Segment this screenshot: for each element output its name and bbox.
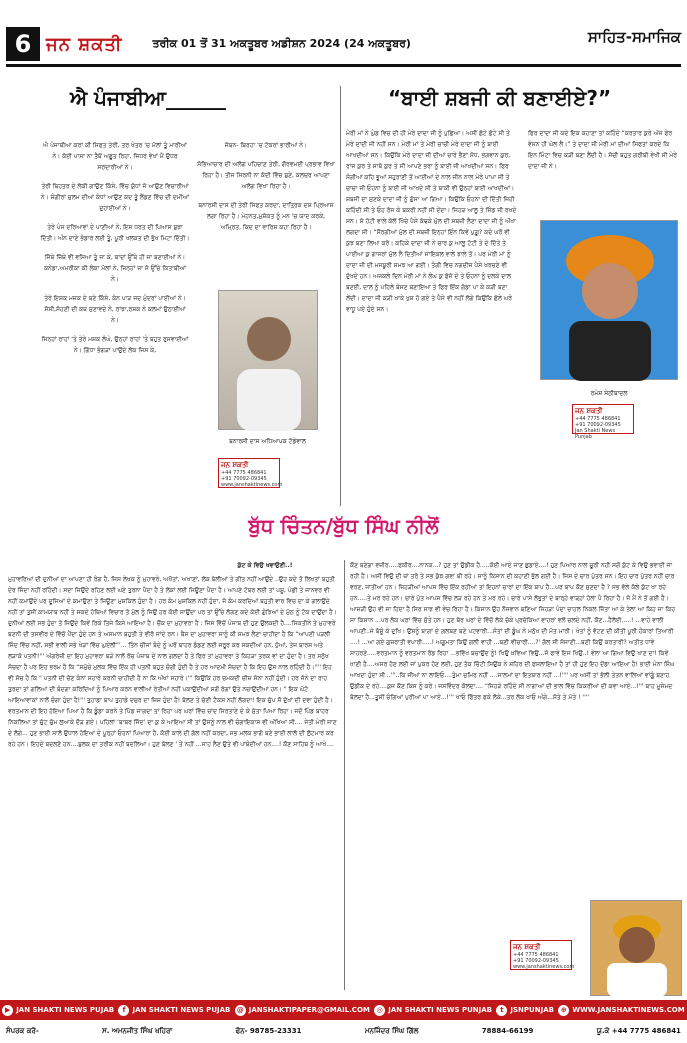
poem-title: ਐ ਪੰਜਾਬੀਆ______ <box>70 86 227 110</box>
poem-column-1 <box>40 140 190 364</box>
footer-link[interactable]: @ JANSHAKTIPAPER@GMAIL.COM <box>236 1006 370 1014</box>
poem-stanza: ਐ ਪੰਜਾਬੀਆ ਕਰਾਂ ਕੀ ਸਿਫਤ ਤੇਰੀ, ਤਰ ਖੇਤਰ 'ਚ ਮੱਲਾਂ ਤੂੰ ਮਾਰੀਆਂ ਨੇ। ਕੋਈ ਪਾਸਾ ਨਾ ਤੈਥੋਂ ਅਛੂਤ ਰਿਹਾ, ਜਿਧਰ ਵੇਖਾਂ ਮੈਂ ਉਧਰ ਸਰਦਾਰੀਆਂ ਨੇ। <box>43 142 187 171</box>
ad-logo: ਜਨ ਸ਼ਕਤੀ <box>513 943 541 951</box>
author-caption: ਬਨਾਰਸੀ ਦਾਸ ਅਧਿਆਪਕ ਟੱਡੇਵਾਲ <box>229 438 306 445</box>
article-column-2 <box>528 128 678 180</box>
twitter-icon: t <box>496 1005 507 1016</box>
person-portrait-icon <box>591 901 683 997</box>
footer-link[interactable]: ⊕ WWW.JANSHAKTINEWS.COM <box>558 1005 684 1016</box>
poem-stanza: ਜੋਬਨ- ਬਿਰਹਾ 'ਚ ਟੱਕਰਾਂ ਭਾਰੀਆਂ ਨੇ। <box>224 142 308 149</box>
footer-social-bar <box>0 1000 687 1020</box>
article-subtitle: ਕੁੱਟ ਕੇ ਵਿਉ ਖਵਾਉਣੀ..! <box>237 562 293 569</box>
ad-logo: ਜਨ ਸ਼ਕਤੀ <box>575 407 603 415</box>
ad-phone: +91 70092-09345 <box>221 476 267 482</box>
globe-icon: ⊕ <box>558 1005 569 1016</box>
masthead <box>6 26 681 62</box>
author-caption: ਰਮੇਸ਼ ਸੇਠੀਬਾਦਲ <box>590 390 628 397</box>
person-portrait-icon <box>541 221 679 381</box>
article-body: ਫਿਰ ਦਾਦਾ ਜੀ ਕਦੇ ਇਕ ਕਹਾਣਾ ਤਾਂ ਕਹਿੰਦੇ “ਕਰਤਾਰ ਕੁਰੇ ਅੱਜ ਫੇਰ ਵੇਸਨ ਹੀ ਘੋਲ ਲੈ।” ਤੇ ਦਾਦਾ ਜੀ ਮੇਰੀ ਮਾਂ ਦੀਆਂ ਸਿਫਤਾਂ ਕਰਦੇ ਕਿ ਇਨ ਮਿੰਟਾ ਵਿਚ ਕੜੀ ਬਣਾ ਲੈਂਦੀ ਹੈ। ਸੱਚੀ ਬਹੁਤ ਗਰੀਬੀ ਵੇਖੀ ਸੀ ਮੇਰੇ ਦਾਦਾ ਜੀ ਨੇ। <box>528 130 677 170</box>
page-number: 6 <box>6 27 40 61</box>
article-title: ਬੁੱਧ ਚਿੰਤਨ/ਬੁੱਧ ਸਿੰਘ ਨੀਲੋਂ <box>248 514 439 538</box>
ad-label: Jan Shakti News Punjab <box>575 428 616 440</box>
ad-phone: +91 70092-09345 <box>575 422 621 428</box>
ad-phone: +44 7775 486841 <box>575 416 621 422</box>
poem-stanza: ਸੱਭਿਆਚਾਰ ਦੀ ਅਲੱਗ ਪਹਿਚਾਣ ਤੇਰੀ, ਗੌਰਵਮਈ ਪ੍ਰਭਾਵ ਵਿਖਾ ਰਿਹਾ ਹੈ। ਤੀਜ ਸਿਰਨੀ ਨਾ ਕੱਦੀ ਵਿੱਚ ਬੁਣੇ, ਕਲਚਰ ਆਪਣਾ ਅਲੱਗ ਵਿਖਾ ਰਿਹਾ ਹੈ। <box>197 161 335 190</box>
ad-site: www.janshaktinews.com <box>221 482 283 488</box>
ad-box-2 <box>572 404 634 440</box>
ad-phone: +44 7775 486841 <box>513 952 559 958</box>
column-divider <box>340 86 341 506</box>
email-icon: @ <box>236 1006 244 1014</box>
poem-stanza: ਤੇਰੇ ਪੰਜ ਦਰਿਆਵਾਂ ਦੇ ਪਾਣੀਆਂ ਨੇ, ਇਸ ਧਰਤ ਦੀ ਪਿਆਸ ਬੁਝਾ ਦਿੱਤੀ। ਅੰਨ ਦਾਣੇ ਭੰਡਾਰ ਲਈ ਤੂੰ, ਪੂਰੀ ਖਲਕਤ ਦੀ ਭੁੱਖ ਮਿਟਾ ਦਿੱਤੀ। <box>40 224 190 242</box>
instagram-icon: ◎ <box>374 1005 385 1016</box>
article-column-1 <box>346 128 518 323</box>
contact-name: ਮਨਜਿੰਦਰ ਸਿੰਘ ਗਿੱਲ <box>364 1026 419 1035</box>
article-column-2 <box>350 560 680 711</box>
ad-logo: ਜਨ ਸ਼ਕਤੀ <box>221 461 249 469</box>
column-divider <box>344 560 345 990</box>
footer-link[interactable]: f JAN SHAKTI NEWS PUJAB <box>118 1005 230 1016</box>
footer-link[interactable]: ▶ JAN SHAKTI NEWS PUJAB <box>2 1005 114 1016</box>
ad-site: www.janshaktinews.com <box>513 964 575 970</box>
article-body: ਮੁਹਾਵਰਿਆਂ ਦੀ ਦੁਨੀਆਂ ਦਾ ਆਪਣਾ ਹੀ ਰੰਗ ਹੈ, ਜਿਸ ਲੇਖਕ ਨੂੰ ਮੁਹਾਵਰੇ, ਅਖੌਤਾਂ, ਅਖਾਣਾਂ, ਲੋਕ ਬੋਲੀਆਂ ਤੇ ਗੀਤ ਨਹੀਂ ਆਉਂਦੇ ..ਉਹ ਕਦੇ ਤੋ ਲਿਖਤਾਂ ਬਹੁਤੀ ਦੇਰ ਜਿੰਦਾ ਨਹੀਂ ਰਹਿੰਦੀ। ਸਦਾ ਜਿਉਂਦੇ ਰਹਿਣ ਲਈ ਘਣੇ ਤੁਰਨਾ ਪੈਂਦਾ ਹੈ ਤੇ ਲੋਕਾਂ ਲਈ ਜਿਊਣਾ ਪੈਂਦਾ ਹੈ। ਆਪਣੇ ਟੱਬਰ ਲਈ ਤਾਂ ਪਸ਼ੂ, ਪੰਛੀ ਤੇ ਜਾਨਵਰ ਵੀ ਨਹੀਂ ਕਮਾਉਂਦੇ ਪਰ ਦੂਜਿਆਂ ਦੇ ਕਮਾਉਣਾ ਤੇ ਜਿਊਣਾ ਮੁਸ਼ਕਿਲ ਹੁੰਦਾ ਹੈ। ਹਰ ਕੰਮ ਮੁਸ਼ਕਿਲ ਨਹੀਂ ਹੁੰਦਾ, ਜੋ ਕੰਮ ਕਰਦਿਆਂ ਬਹੁਤੀ ਵਾਰ ਵਿਚ ਦਾ ਕੇ ਗਲਾਉਂਦੇ ਨਹੀਂ ਤਾਂ ਤੁਸੀਂ ਕਾਮਯਾਬ ਨਹੀਂ ਤੇ ਸਕਦੇ ਹੱਥਿਆਂ ਵਿਚਾਰ ਤੋ ਮੁੱਲ ਨੂੰ ਜਿਉਂ ਹਰ ਕੋਈ ਸਾਉਂਦਾ ਪਰ ਤਾਂ ਉੱਚੇ ਲੱਗਣ ਕਦੇ ਕੋਈ ਗੁੰਝਿਆਂ ਦੇ ਮੁੱਠ ਨੂੰ ਟੱਕ ਦਾਉਂਦਾ ਹੈ। ਦੁਨੀਆਂ ਲਈ ਸਭ ਹੁੰਦਾ ਤੋ ਜਿਉਂਦੇ ਕਿਵੇਂ ਰਿਕੇ ਤਿਜੇ ਕਿਸੇ ਆਇਆ ਹੈ। ਚੌਂਕ ਦਾ ਮੁਹਾਵਰਾ ਹੈ : ਜਿਸ ਵਿੱਚੋਂ ਪੰਜਾਬ ਦੀ ਹੁਣ ਉਲਕਦੀ ਹੈ....ਸਿਕਤੀਨੇ ਤੇ ਮੁਹਾਵਰੇ ਬਣਨੀ ਦੀ ਤਸਵੀਰ ਦੇ ਵਿੱਚੋਂ ਪੈਂਦਾ ਹੁੰਦੇ ਹਨ ਤੇ ਅਸਮਾਨ ਬਹੁਤੀ ਤੇ ਵੀਰੋ ਜਾਂਦੇ ਰਨ। ਬੈਸ ਦਾ ਮੁਹਾਵਰਾ ਸਾਨੂੰ ਕੀ ਸਮਝ ਲੈਣਾ ਚਾਹੀਦਾ ਹੈ ਕਿ “ਆਪਣੀ ਪੜਲੀ ਜਿੰਦ ਵਿੱਚ ਨਹੀਂ, ਸਭੀ ਵਾਲੀ ਸਭੇ ਖੇੜਾਂ ਵਿੱਚ ਘੁਏਲੀ”'... ਤਿੰਨ ਚੀਜਾਂ ਬੰਦੇ ਨੂੰ ਘਰੋਂ ਬਾਹਰ ਡੰਡਣ ਲਈ ਜਰੂਰ ਕਰ ਸਕਦੀਆਂ ਹਨ, ਧੁੱਆਂ, ਤੇਜ ਬਾਰਸ਼ ਅਤੇ ਲੜਾਕੋ ਪਤਨੀ!''' ਅੱਗਰੇਜ਼ੀ ਦਾ ਇਹ ਮੁਹਾਵਰਾ ਬੜੇ ਨਾਲੋਂ ਰੋਂਚ ਪੰਜਾਬ ਦੇ ਨਾਲ ਗਲਦਾ ਹੈ ਤੇ ਫਿਰ ਤਾਂ ਮੁਹਾਵਰਾ ਤੇ ਕਿਹੜਾ ਤਰਕ ਵਾਂ ਦਾ ਹੁੰਦਾ ਹੈ। ਤਰ ਸਨੁੱਖ ਸੋਚਦਾ ਹੈ ਪਰ ਇਹ ਭਰਮ ਹੈ ਕਿ “ਸਮੁੱਚੇ ਮੁਲਕ ਵਿੱਚ ਇੱਕ ਹੀ ਪਤਨੀ ਬਹੁਤ ਚੰਗੀ ਹੁੰਦੀ ਹੈ ਤੇ ਹਰ ਆਦਮੀ ਸੋਚਦਾ ਹੈ ਕਿ ਇਹ ਉਸ ਨਾਲ ਰਹਿੰਦੀ ਹੈ।'''' ਇਹ ਵੀ ਸੱਚ ਹੈ ਕਿ " ਪਤਨੀ ਦੀ ਚੋਣ ਕੰਨਾਂ ਸਹਾਰੇ ਕਰਨੀ ਚਾਹੀਦੀ ਹੈ ਨਾ ਕਿ ਅੱਖਾਂ ਸਹਾਰੇ।''' ਕਿਉਂਕਿ ਹਰ ਚਮਕਦੀ ਚੀਜ਼ ਸੋਨਾ ਨਹੀਂ ਹੁੰਦੀ। ਹਰ ਜੋਨੇ ਦਾ ਰਾਹ ਤੁਰਦਾ ਤਾਂ ਗਲਿਆਂ ਦੀ ਬੰਦਗਾ ਕਰਿਦਿਆਂ ਨੂੰ ਪਿਆਰ ਕਰਨ ਵਾਲੀਆਂ ਰੇਤੀਆਂ ਨਹੀਂ ਪਕਾਉਂਦੀਆਂ ਸਗੋਂ ਰੋਗਾਂ ਉਤੇ ਨਚਾਉਂਦੀਆਂ ਹਨ। " ਇਕ ਘੱਟੋ ਆਇਆਵਾਕਾਂ ਨਾਲੋਂ ਚੰਗਾ ਹੁੰਦਾ ਹੈ!''' ਤੁਹਾਡਾ ਬਾਪ ਤੁਹਾਡੇ ਦਜ਼ੁਰ ਦਾ ਜ਼ਿਸ਼ ਹੁੰਦਾ ਹੈ! ਬੋਲਣ ਤੇ ਚੋਣੀ ਟੈਕਸ ਨਹੀਂ ਲੱਗਦਾ! ਇਕ ਚੁੱਪ ਸੌ ਦੁੱਖਾਂ ਦੀ ਦਵਾ ਹੁੰਦੀ ਹੈ। ਵਰਤਮਾਨ ਦੀ ਇਹ ਹੋਇਆ ਪਿਆ ਹੈ ਕਿ ਡੂੰਡਾ ਕਰਨੇ ਤੇ ਪਿੱਡ ਜਾਗਦਾ ਤਾਂ ਰਿਹਾ ਪਰ ਘਰਾਂ ਵਿੱਚ ਚਾਂਦ ਸਿਰਤਾਣੇ ਦੇ ਕੇ ਸੁੱਤਾ ਪਿਆ ਰਿਹਾ। ਜਦੋਂ ਪਿੰਡ ਬਾਹਰ ਨਿਕਲਿਆ ਤਾਂ ਚੁੱਟ ਚੁੱਮ ਲੁਆਕੇ ਦੌੜ ਗਏ। ਪਹਿਲਾਂ ‘ਬਾਬਰ ਜਿੱਦ’ ਦਾ ਕੁ ਕੇ ਆਇਆ ਸੀ ਤਾਂ ਉਸਨੂੰ ਨਾਲ ਵੀ ਚੰਗਾਇਕਾਸ ਵੀ ਅੱਖਿਆ ਸੀ.... ਜੇਤੀ ਮੇਰੀ ਜਾਣ ਦੇ ਲੱਗੇ... ਹੁਣ ਭਾਈ ਸਾਲੋ ਉਧਾਲ ਹੋਇਆ ਦੇ ਪੂਰ੍ਹਾਂ ਓਹਨਾਂ ਪਿਆਰਾ ਹੈ, ਕੋਈ ਕਾਲੇ ਦੀ ਗੱਲ ਨਹੀਂ ਕਰਦਾ, ਸਭ ਮਲਕ ਭਾਗੋ ਬਣੇ ਭਾਈ ਲਾਲੋ ਦੀ ਲੁੱਟਮਾਰ ਕਰ ਰਹੇ ਹਨ। ਇਹਦੇ ਬਦਲਣੋ ਹਨ....ਬੁਲਕ ਦਾ ਤਰੀਕ ਨਹੀਂ ਬਦਲਿਆ। ਹੁਣ ਬੋਲਣ ' ਤੇ ਨਹੀਂ ...ਸਾਹ ਲੈਣ ਉਤੇ ਵੀ ਪਾਬੰਦੀਆਂ ਹਨ....! ਕੌਣ ਸਾਹਿਬ ਨੂੰ ਆਖੇ.... <box>8 576 337 748</box>
ad-box-3 <box>510 940 575 970</box>
ad-phone: +91 70092-09345 <box>513 958 559 964</box>
ad-box-1 <box>218 458 283 488</box>
footer-contact <box>6 1022 681 1040</box>
dateline: ਤਰੀਕ 01 ਤੋਂ 31 ਅਕਤੂਬਰ ਅਡੀਸ਼ਨ 2024 (24 ਅਕਤੂਬਰ) <box>152 37 411 50</box>
footer-link[interactable]: t JSNPUNJAB <box>496 1005 554 1016</box>
contact-phone: 78884-66199 <box>481 1027 534 1035</box>
poem-stanza: ਜਿਨ੍ਹਾਂ ਰਾਹਾਂ 'ਤੇ ਤੇਰੇ ਮਸ਼ਕ ਲੰਘੇ, ਉਨ੍ਹਾਂ ਰਾਹਾਂ 'ਤੇ ਬਹੁਤ ਰੁਸਵਾਈਆਂ ਨੇ। ਗਿੱਧਾ ਭੰਗੜਾ ਪਾਉਂਦੇ ਲੋਕ ਜਿਸ ਕੇ, <box>41 336 189 354</box>
article-column-1 <box>8 574 338 758</box>
youtube-icon: ▶ <box>2 1005 13 1016</box>
ad-phone: +44 7775 486841 <box>221 470 267 476</box>
poem-stanza: ਬਨਾਰਸੀ ਦਾਸ ਦੀ ਤੇਰੀ ਸਿਫਤ ਕਰਦਾ, ਦਾਤ੍ਰਿਕ ਦਸ਼ ਪ੍ਰਿਆਸ ਲਗਾ ਰਿਹਾ ਹੈ। ਮੇਹਨਤ,ਮੁਸ਼ੱਕਤ ਨੂੰ ਮਨ 'ਚ ਯਾਦ ਕਰਕੇ, ਅਮ੍ਰਿਤ, ਕਿਦ ਦਾ ਵਾਰਿਸ ਕਹਾ ਰਿਹਾ ਹੈ। <box>198 202 334 231</box>
article-title: “ਬਾਈ ਸ਼ਬਜੀ ਕੀ ਬਣਾਈਏ?” <box>388 86 612 110</box>
poem-stanza: ਤੇਰੇ ਇਸ਼ਕ ਮਜ਼ਕ ਦੇ ਬਣੇ ਕਿੱਸੇ, ਕੰਨ ਪਾੜ ਜਦ ਮੁੰਦਰਾਂ ਪਾਈਆਂ ਨੇ। ਸੱਸੀ,ਸੋਹਣੀ ਦੀ ਕਥ ਸੁਣਾਵਦੇ ਨੇ, ਰਾਂਝਾ,ਰਸ਼ਕ ਨੇ ਕਲਮਾਂ ਉਠਾਈਆਂ ਨੇ। <box>44 295 186 324</box>
poem-stanza: ਤੇਰੀ ਬਿਹਤਰ ਦੇ ਲੋਕੀ ਗਾਉਣ ਕਿੱਸੇ, ਵਿੱਚ ਯੁੱਧਾਂ ਜੋ ਆਉਣ ਵਿਚਾਰੀਆਂ ਨੇ। ਜੰਗੀਰਾਂ ਜ਼ੁਲਮ ਦੀਆਂ ਕੰਧਾਂ ਆਉਣ ਕਦ ਤੂੰ ਲੈਂਡਣ ਵਿੱਚ ਦੀ ਦਮੀਆਂ ਦੁਹਾਈਆਂ ਨੇ। <box>40 183 190 212</box>
section-title: ਸਾਹਿਤ-ਸਮਾਜਿਕ <box>587 28 681 46</box>
person-portrait-icon <box>219 291 319 431</box>
poem-stanza: ਜਿੱਥੇ ਜਿੱਥੇ ਵੀ ਵਸਿਆ ਤੂੰ ਜਾ ਕੇ, ਬਾਦਾਂ ਉੱਥੇ ਹੀ ਜਾ ਬਣਾਈਆਂ ਨੇ। ਕਨੇਡਾ,ਅਮਰੀਕਾ ਕੀ ਲੰਕਾ ਮੱਲਾਂ ਨੇ, ਜਿਨ੍ਹਾਂ ਜਾ ਜੋ ਉੱਚੇ ਕਿਤਾਬੀਆਂ ਨੇ। <box>43 254 187 283</box>
contact-label: ਸੰਪਰਕ ਕਰੋ- <box>6 1026 39 1035</box>
footer-link[interactable]: ◎ JAN SHAKTI NEWS PUNJAB <box>374 1005 492 1016</box>
contact-name: ਸ. ਅਮਨਜੀਤ ਸਿੰਘ ਖਹਿਰਾ <box>102 1026 173 1035</box>
newspaper-logo: ਜਨ ਸ਼ਕਤੀ <box>46 33 123 55</box>
article-body: ਮੇਰੀ ਮਾਂ ਨੇ ਘੁੰਡ ਵਿਚ ਦੀ ਹੀ ਮੇਰੇ ਦਾਦਾ ਜੀ ਨੂੰ ਪੁਛਿਆ। ਅਸੀਂ ਛੋਟੇ ਛੋਟੇ ਸੀ ਤੇ ਮੇਰੇ ਦਾਦੀ ਜੀ ਨਹੀਂ ਸਨ। ਮੇਰੀ ਮਾਂ ਤੇ ਮੇਰੀ ਚਾਚੀ ਮੇਰੇ ਦਾਦਾ ਜੀ ਨੂੰ ਬਾਈ ਆਖਦੀਆਂ ਸਨ। ਕਿਉਂਕਿ ਮੇਰੇ ਦਾਦਾ ਜੀ ਦੀਆਂ ਚਾਰੇ ਭੈਣਾਂ ਸੋਧ, ਭਗਵਾਨ ਕੁਰ, ਰਾਜ ਕੁਰ ਤੇ ਸਾਬੋ ਕੁਰ ਤੇ ਸੀ ਆਪਣੇ ਭਰਾ ਨੂੰ ਬਾਈ ਜੀ ਆਖਦੀਆਂ ਸਨ। ਫਿਰ ਸੰਗੀਆਂ ਕਹਿ ਭੂਆਂ ਸਹੁਰਾਣੀ ਤੋਂ ਆਈਆਂ ਦੇ ਨਾਲ ਜੀਨ ਨਾਲ ਮੇਰੇ ਪਾਪਾ ਜੀ ਤੇ ਚਾਚਾ ਜੀ ਓਹਨਾ ਨੂੰ ਬਾਈ ਜੀ ਆਖਦੇ ਸੀ ਤੇ ਬਾਕੀ ਵੀ ਉਨ੍ਹਾਂ ਬਾਈ ਆਖਦੀਆਂ। ਸ਼ਬਜੀ ਦਾ ਸੁਣਕੇ ਦਾਦਾ ਜੀ ਨੂੰ ਗੁੱਸਾ ਆ ਗਿਆ। ਕਿਉਂਕਿ ਓਹਨਾ ਦੀ ਦਿੱਤੀ ਜਿਹੀ ਕਹਿੰਦੀ ਸੀ ਤੇ ਓਹ ਰੱਜ ਕੇ ਬਕਰੀ ਨਹੀਂ ਸੀ ਦੇਂਦਾ। ਜਿਹੜ ਆਲੂ ਤੇ ਜਿੰਡ ਜੀ ਰਖਦੇ ਸਨ। ਸੋ ਹੱਟੀ ਵਾਲੇ ਕੋਲੋਂ ਖਿੱਚੇ ਪੈਸੇ ਕੱਢਕੇ ਮੁੱਲ ਦੀ ਸਬਜ਼ੀ ਲੈਣਾ ਦਾਦਾ ਜੀ ਨੂੰ ਔਖਾ ਲਗਦਾ ਸੀ। “ਸੌਰਗੀਆਂ ਮੁੱਲ ਦੀ ਸਬਜ਼ੀ ਇਨ੍ਹਾਂ ਇੰਨ ਕਿਵੇਂ ਪੁਗ਼ੂ? ਕਦੇ ਘਰੋਂ ਵੀ ਕੁਝ ਬਣਾ ਲਿਆ ਕਰੋ। ਕਹਿਕੇ ਦਾਦਾ ਜੀ ਨੇ ਚਾਰ ਕੁ ਆਲੂ ਟੱਟੀ ਤੇ ਦੇ ਦਿੱਤੇ ਤੇ ਪਾਈਆ ਕੁ ਗਾਜਰਾਂ ਮੁੱਲ ਲੈ ਦਿਤੀਆਂ ਸਾਇਕਲ ਵਾਲੇ ਝਾਲੇ ਤੋਂ। ਪਰ ਮੇਰੀ ਮਾਂ ਨੂੰ ਦਾਦਾ ਜੀ ਦੀ ਮਜਬੂਰੀ ਸਮਝ ਆ ਗਈ। ਤੰਗੀ ਵਿਚ ਨਗਦੀਜ ਪੈਸੇ ਖਰਚਣੇ ਵੀ ਦੁੱਖਦੇ ਹਨ। ਅਜਕਲੇ ਦਿਨ ਮੇਰੀ ਮਾਂ ਨੇ ਲੰਘ ਕੁ ਫੋਜੋ ਦੇ ਤੇ ਓਹਨਾ ਨੂੰ ਦਲਕੇ ਦਾਲ ਬਣਈ, ਦਾਲ ਨੂੰ ਪਹਿਲੇ ਬੇਸਣ ਬਣਾਇਆ ਤੇ ਫਿਰ ਇੱਕ ਗੱਡਾ ਪਾ ਕੇ ਕੜੀ ਬਣਾ ਲੇਂਦੀ। ਦਾਦਾ ਜੀ ਕੜੀ ਖਾਕੇ ਖੁਸ਼ ਹੋ ਗਏ ਤੇ ਪੈਸੇ ਵੀ ਨਹੀਂ ਲੱਗੇ ਕਿਉਂਕਿ ਛੋਲੇ ਘਰੇ ਵਾਧੂ ਪਏ ਹੁੰਦੇ ਸਨ। <box>346 130 517 313</box>
author-photo <box>590 900 682 996</box>
author-photo <box>218 290 318 430</box>
header-rule <box>6 64 681 67</box>
article-body: ਕੌਣ ਬਣੇਗਾ ਵਜ਼ੀਰ.....ਫਕੀਰ....ਨਾਨਕ...? ਹੁਣ ਤਾਂ ਉਡੀਕ ਹੈ.....ਕੋਈ ਆਏ ਜਾਣ ਛੁਡਾਏ....! ਹੁਣ ਪਿਆਰ ਨਾਲ ਚੂਰੀ ਨਹੀਂ ਸਗੋਂ ਕੁੱਟ ਕੇ ਵਿਉ ਭਵਾਈ ਜਾ ਰਹੀ ਹੈ। ਅਸੀਂ ਵਿਉ ਦੀ ਥਾਂ ਤਰੋ ਤੇ ਸਭ ਕੁੱਝ ਗਵਾ ਬੀ ਰਹੇ। ਸਾਨੂੰ ਕਿਸਾਨ ਦੀ ਕਹਾਣੀ ਭੁੱਲ ਗਈ ਹੈ। ਜਿਸ ਦੇ ਚਾਰ ਪੁੱਤਰ ਸਨ। ਇਹ ਚਾਰ ਪੁੱਤਰ ਨਹੀਂ ਚਾਰ ਵਰਣ, ਜਾਤੀਆਂ ਹਨ। ਜਿਹੜੀਆਂ ਆਪਸ ਵਿੱਚ ਇੱਕ ਰਹੀਆਂ ਤਾਂ ਇਹਨਾਂ ਚਾਰਾਂ ਦਾ ਇੱਕ ਬਾਪ ਹੈ...ਪਰ ਬਾਪ ਕੌਣ ਸੁਣਦਾ ਹੈ ? ਸਭ ਵੱਲੇ ਕੱਲੇ ਕੁੱਟ ਖਾ ਰਹੇ ਹਨ.....ਤੇ ਮਰ ਰਹੇ ਹਨ। ਚਾਰੇ ਪੁੱਤ ਆਪਸ ਵਿੱਚ ਲੜ ਰਹੇ ਹਨ ਤੇ ਮਰ ਰਹੇ। ਚਾਰੇ ਪਾਸੇ ਲੋਭੁਤਾਂ ਦੇ ਬਾਰ੍ਹੇ ਵਾੜ੍ਹਾਂ ਹੋਲਾ ਪੈ ਰਿਹਾ ਹੈ। ਜੋ ਮੈਂ ਨੇ ਤੋਂ ਗਈ ਹੈ। ਆਜੜੀ ਉਹ ਵੀ ਸਾ ਹਿਦਾ ਹੈ ਸਿਰ ਸਾਝ ਵੀ ਵੇਚ ਰਿਹਾ ਹੈ। ਕਿਸਾਨ ਉਹ ਨੌਜਵਾਨ ਬਣਿਆ ਜਿਹੜਾ ਪੰਦਾ ਚਾਹਲ ਨਿਕਲ ਜਿੱਤਾ ਆ ਕੇ ਤੇਲਾ ਆ ਕਿਹ ਜਾ ਕਿਹ ਸਾ ਕਿਸਾਨ ...ਪਰ ਲੋਕ ਘਰਾਂ ਵਿੱਚ ਸੁੱਤੇ ਹਨ। ਹੁਣ ਬੋਰ ਘਰਾਂ ਦੇ ਵਿੱਚੋਂ ਲੋਕੇ ਚੋਕੇ ਪ੍ਰਚੋਕਿਆ ਵਾਹਰਾਂ ਵਲੋਂ ਚਲਦੇ ਨਹੀਂ, ਕੌਣ...ਹੈਲੋਈ.....! ...ਵਾਹੇ ਵਾਲੀ ਆਪਣੀ..ਜੇ ਬੋਸੂੰ ਕੇ ਦੁਖਿ। ਉਸਨੂੰ ਬਾਗ਼ਾਂ ਦੇ ਗ਼ਲਬਣ ਬਣੇ ਪਟਵਾਰੀ...ਸੰਤਾਂ ਦੀ ਡੂੰਘ ਨੇ ਮਨੁੱਖ ਦੀ ਮੱਤ ਮਾਰੀ। ਖੇਤਾਂ ਨੂੰ ਵੱਟਣ ਦੀ ਕੀਤੀ ਪੂਰੀ ਹੰਕਾਰਾਂ ਤਿਆਰੀ ....! ...ਆ ਗਏ ਗੁਜ਼ਰਾਤੀ ਵਪਾਰੀ.....! ਅਗੂਮਤਾ ਕਿਉਂ ਗਲੀ ਵਾਹੀ ...ਬਣੀ ਵੀਚਾਰੀ....?' ਗੱਲ ਸੀ ਸੱਜਾਣੀ...ਬਣੀ ਕਿਉਂ ਕਰਤਾਰੀ? ਅਤੀਤ ਧਾਵੇ ਸਾਹਰਣੇ.....ਵਰਤਮਾਨ ਨੂੰ ਵਰਤਮਾਨ ਰੋਂਡ ਰਿਹਾ ...ਭਵਿੱਖ ਬਚਾਉਂਦ ਨੂੰ! ਖਿਉ ਖ਼ਵਿਆ ਵਿਉ...ਜੋ ਫਾਵੇ ਇਜ ਖਿਉ..! ਵੇਲਾ ਆ ਗਿਆ ਵਿਉ ਖਾਣ ਦਾ! ਕਿਵੇਂ ਖਾਣੀ ਹੈ....ਅਸਰ ਹੋਣ ਲਈ ਜਾਂ ਪੁਕਰ ਹੋਣ ਲਈ, ਹੁਣ ਤੱਕ ਚਿੱਟੀ ਸਿਉਂਕ ਨੇ ਸ਼ਹਿਰ ਦੀ ਫਸਲਾਇਆ ਹੈ ਤਾਂ ਹੀ ਹੁਣ ਇਹ ਦੋਂਡਾ ਆਇਆ ਹੈ! ਭਾਈ ਮੰਨਾ ਸਿੰਘ ਆਖਦਾ ਹੁੰਦਾ ਸੀ ..'''..ਕਿ ਜੀਆਂ ਨਾ ਲਾਇਓ....ਤੁੰਮਾ ਜੁਮਿਰ ਨਹੀਂ ....ਜਾਲਮਾਂ ਦਾ ਇਤਬਾਰ ਨਹੀਂ ...!'''' ਪਰ ਅਸੀਂ ਤਾਂ ਭੋਲੀ ਤੇਤਨ ਵਾਲਿਆਂ ਵਾਂਗੂੰ ਬਣਾਹ ਉਡੀਕ ਦੇ ਰਹੇ....ਕੁਜ ਕੌਣ ਕਿਸ ਨੂੰ ਕਰੇ। ਜਸਵਿੰਦਰ ਕੋਲਦਾ.... “ਜਿਹੜੇ ਰਹਿੰਦੇ ਸੀ ਨਾਗਾਆਂ ਦੀ ਭਾਲ ਵਿੱਚ ਕਿਕਰੀਆਂ ਦੀ ਕਵਾ ਆਏ...!''' ਬਾਹ ਮੂਸੇਮਦ ਬੋਲਦਾ ਹੈ...ਤੂਸੀਂ ਚੰਗਿਆਂ ਪੁਰੀਆਂ ਪਾ ਆਏ...!''' ਖਾਓ ਫਿੱਤਰ ਫਕੇ ਲੋਕੇ...ਤਰ ਲੋਕ ਖਾਓ ਅੰਗੇ...ਸੱਤੇ ਤੇ ਮੱਤੇ ! '''' <box>350 562 676 701</box>
contact-phone: ਯੂ.ਕੇ +44 7775 486841 <box>596 1026 681 1035</box>
facebook-icon: f <box>118 1005 129 1016</box>
author-photo <box>540 220 678 380</box>
poem-column-2 <box>196 140 336 241</box>
contact-phone: ਫੋਨ- 98785-23331 <box>235 1026 302 1035</box>
